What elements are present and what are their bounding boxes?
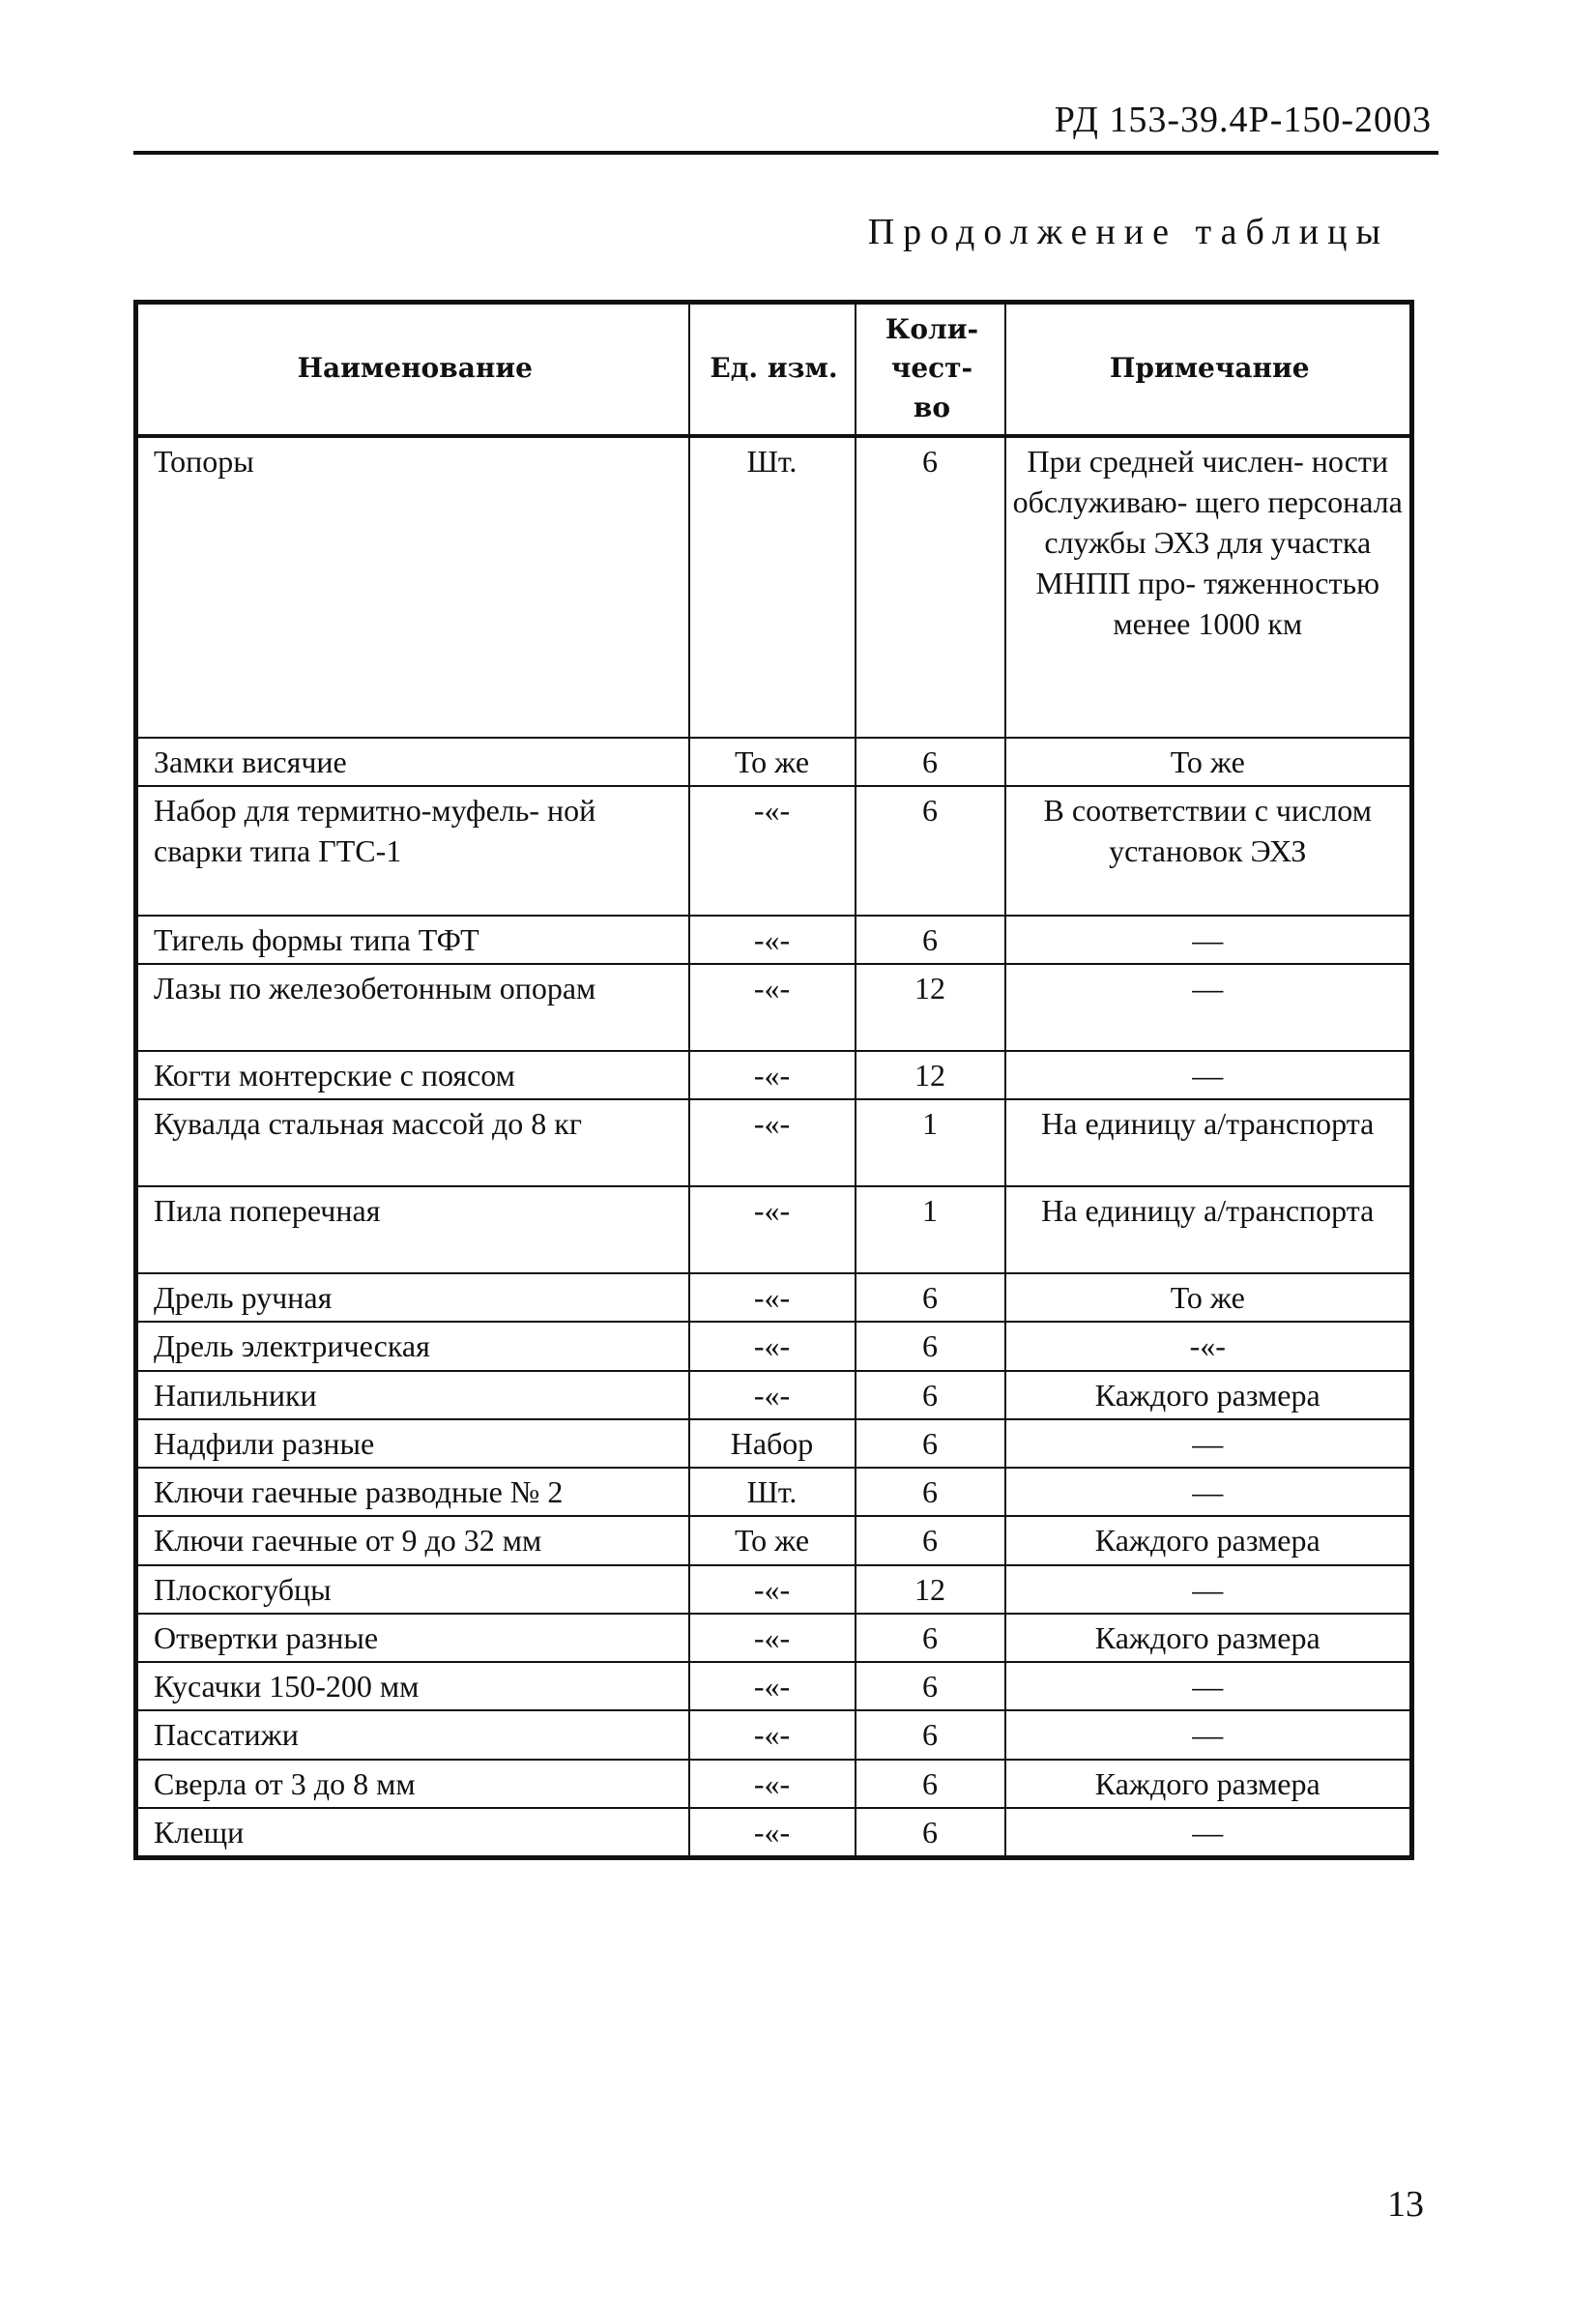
cell-quantity: 6 (856, 436, 1005, 738)
cell-note: — (1005, 1419, 1412, 1468)
cell-note: — (1005, 1468, 1412, 1516)
cell-note: — (1005, 964, 1412, 1051)
page-number: 13 (1387, 2184, 1424, 2225)
cell-quantity: 6 (856, 1516, 1005, 1564)
table-row (136, 1419, 1412, 1468)
cell-note: — (1005, 1051, 1412, 1099)
cell-note: — (1005, 1565, 1412, 1614)
cell-note: На единицу а/транспорта (1005, 1186, 1412, 1273)
table-row (136, 964, 1412, 1051)
table-row (136, 1808, 1412, 1858)
cell-note: То же (1005, 738, 1412, 786)
table-row (136, 1322, 1412, 1370)
cell-unit: -«- (689, 1662, 856, 1710)
cell-quantity: 6 (856, 1468, 1005, 1516)
cell-quantity: 12 (856, 964, 1005, 1051)
cell-name: Кусачки 150-200 мм (136, 1662, 689, 1710)
cell-quantity: 6 (856, 786, 1005, 916)
cell-quantity: 6 (856, 1273, 1005, 1322)
cell-unit: Шт. (689, 436, 856, 738)
column-header-note: Примечание (1005, 303, 1412, 436)
cell-unit: -«- (689, 1614, 856, 1662)
table-row (136, 1614, 1412, 1662)
cell-unit: -«- (689, 1371, 856, 1419)
cell-unit: -«- (689, 786, 856, 916)
cell-name: Клещи (136, 1808, 689, 1858)
cell-unit: -«- (689, 1760, 856, 1808)
cell-name: Топоры (136, 436, 689, 738)
cell-note: -«- (1005, 1322, 1412, 1370)
cell-quantity: 1 (856, 1186, 1005, 1273)
cell-quantity: 6 (856, 738, 1005, 786)
column-header-name: Наименование (136, 303, 689, 436)
cell-name: Ключи гаечные от 9 до 32 мм (136, 1516, 689, 1564)
table-continuation-title: Продолжение таблицы (867, 212, 1389, 252)
table-row (136, 436, 1412, 738)
cell-unit: -«- (689, 916, 856, 964)
equipment-table (133, 300, 1414, 1860)
cell-name: Пассатижи (136, 1710, 689, 1759)
cell-unit: -«- (689, 1099, 856, 1186)
document-code: РД 153-39.4Р-150-2003 (1054, 100, 1432, 140)
cell-name: Дрель ручная (136, 1273, 689, 1322)
cell-name: Плоскогубцы (136, 1565, 689, 1614)
cell-note: — (1005, 1662, 1412, 1710)
table-row (136, 1468, 1412, 1516)
cell-unit: -«- (689, 1322, 856, 1370)
cell-unit: -«- (689, 1186, 856, 1273)
cell-quantity: 6 (856, 1662, 1005, 1710)
table-row (136, 1371, 1412, 1419)
cell-note: Каждого размера (1005, 1516, 1412, 1564)
cell-note: При средней числен- ности обслуживаю- щего персонала службы ЭХЗ для участка МНПП про- тяженностью менее 1000 км (1005, 436, 1412, 738)
cell-unit: То же (689, 738, 856, 786)
cell-name: Когти монтерские с поясом (136, 1051, 689, 1099)
table-row (136, 1565, 1412, 1614)
cell-name: Замки висячие (136, 738, 689, 786)
cell-quantity: 6 (856, 1760, 1005, 1808)
table-row (136, 786, 1412, 916)
cell-name: Лазы по железобетонным опорам (136, 964, 689, 1051)
cell-unit: То же (689, 1516, 856, 1564)
cell-note: — (1005, 1710, 1412, 1759)
table-row (136, 1186, 1412, 1273)
table-row (136, 738, 1412, 786)
table-row (136, 1273, 1412, 1322)
cell-name: Надфили разные (136, 1419, 689, 1468)
cell-unit: -«- (689, 1273, 856, 1322)
cell-note: В соответствии с числом установок ЭХЗ (1005, 786, 1412, 916)
table-row (136, 1099, 1412, 1186)
table-body (136, 436, 1412, 1858)
cell-quantity: 12 (856, 1565, 1005, 1614)
cell-unit: -«- (689, 1565, 856, 1614)
cell-name: Тигель формы типа ТФТ (136, 916, 689, 964)
cell-quantity: 6 (856, 1614, 1005, 1662)
cell-name: Отвертки разные (136, 1614, 689, 1662)
cell-name: Набор для термитно-муфель- ной сварки типа ГТС-1 (136, 786, 689, 916)
column-header-quantity: Коли- чест- во (856, 303, 1005, 436)
cell-note: На единицу а/транспорта (1005, 1099, 1412, 1186)
table-row (136, 1710, 1412, 1759)
cell-unit: Набор (689, 1419, 856, 1468)
cell-quantity: 6 (856, 1322, 1005, 1370)
cell-unit: Шт. (689, 1468, 856, 1516)
cell-unit: -«- (689, 1051, 856, 1099)
table-row (136, 1516, 1412, 1564)
cell-quantity: 12 (856, 1051, 1005, 1099)
cell-note: Каждого размера (1005, 1760, 1412, 1808)
cell-unit: -«- (689, 964, 856, 1051)
cell-name: Сверла от 3 до 8 мм (136, 1760, 689, 1808)
cell-quantity: 6 (856, 916, 1005, 964)
cell-name: Напильники (136, 1371, 689, 1419)
table-row (136, 916, 1412, 964)
table-header-row (136, 303, 1412, 436)
header-rule (133, 151, 1438, 155)
cell-note: Каждого размера (1005, 1371, 1412, 1419)
cell-quantity: 6 (856, 1710, 1005, 1759)
column-header-unit: Ед. изм. (689, 303, 856, 436)
cell-quantity: 6 (856, 1371, 1005, 1419)
cell-unit: -«- (689, 1808, 856, 1858)
table-row (136, 1662, 1412, 1710)
cell-note: Каждого размера (1005, 1614, 1412, 1662)
cell-name: Ключи гаечные разводные № 2 (136, 1468, 689, 1516)
cell-unit: -«- (689, 1710, 856, 1759)
cell-note: — (1005, 916, 1412, 964)
table-row (136, 1051, 1412, 1099)
cell-quantity: 6 (856, 1808, 1005, 1858)
cell-quantity: 1 (856, 1099, 1005, 1186)
cell-name: Дрель электрическая (136, 1322, 689, 1370)
cell-name: Кувалда стальная массой до 8 кг (136, 1099, 689, 1186)
table-row (136, 1760, 1412, 1808)
cell-quantity: 6 (856, 1419, 1005, 1468)
cell-note: — (1005, 1808, 1412, 1858)
cell-note: То же (1005, 1273, 1412, 1322)
cell-name: Пила поперечная (136, 1186, 689, 1273)
